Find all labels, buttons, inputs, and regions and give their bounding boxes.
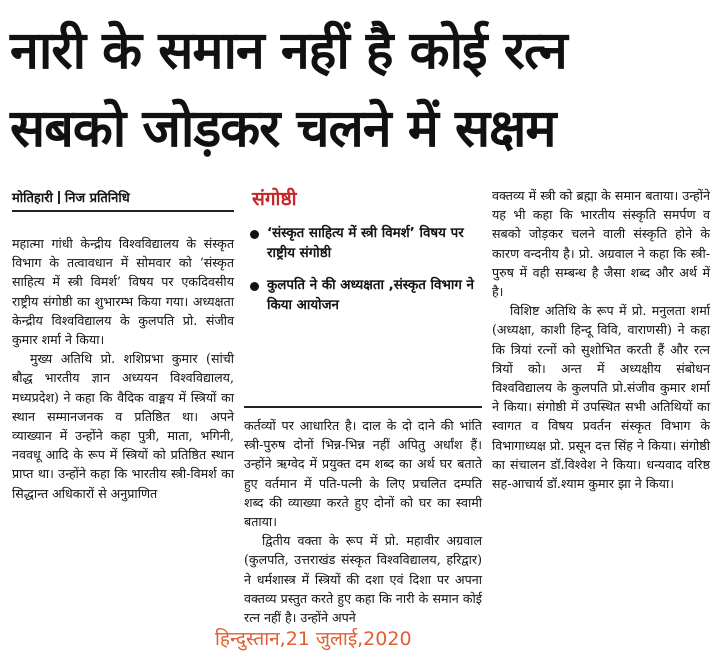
- paragraph: महात्मा गांधी केन्द्रीय विश्वविद्यालय के संस्कृत विभाग के तत्वावधान में सोमवार को ‘संस्कृत साहित्य में स्त्री विमर्श’ विषय पर एकदिवसीय राष्ट्रीय संगोष्ठी का शुभारम्भ किया गया। अध्यक्षता केन्द्रीय विश्वविद्यालय के कुलपति प्रो. संजीव कुमार शर्मा ने किया।: [12, 236, 234, 348]
- byline-source: निज प्रतिनिधि: [64, 191, 130, 206]
- highlight-item: [244, 276, 482, 316]
- article-column-1: [12, 234, 234, 503]
- paragraph: द्वितीय वक्ता के रूप में प्रो. महावीर अग्रवाल (कुलपति, उत्तराखंड संस्कृत विश्वविद्यालय, हरिद्वार) ने धर्मशास्त्र में स्त्रियों की दशा एवं दिशा पर अपना वक्तव्य प्रस्तुत करते हुए कहा कि नारी के समान कोई रत्न नहीं है। उन्होंने अपने: [244, 533, 482, 626]
- byline-separator: [58, 191, 60, 204]
- byline-place: मोतिहारी: [12, 191, 53, 206]
- box-label: संगोष्ठी: [252, 188, 297, 210]
- highlight-box: [244, 186, 482, 408]
- source-credit: हिन्दुस्तान,21 जुलाई,2020: [215, 628, 412, 650]
- highlight-text: ‘संस्कृत साहित्य में स्त्री विमर्श’ विषय पर राष्ट्रीय संगोष्ठी: [267, 226, 464, 261]
- highlight-item: [244, 224, 482, 264]
- article-column-2: [244, 416, 482, 627]
- headline-line-1: नारी के समान नहीं है कोई रत्न: [10, 21, 567, 81]
- paragraph: कर्तव्यों पर आधारित है। दाल के दो दाने की भांति स्त्री-पुरुष दोनों भिन्न-भिन्न नहीं अपितु अर्धांश हैं। उन्होंने ऋग्वेद में प्रयुक्त दम शब्द का अर्थ घर बताते हुए वर्तमान में पति-पत्नी के लिए प्रचलित दम्पति शब्द की व्याख्या करते हुए दोनों को घर का स्वामी बताया।: [244, 418, 482, 530]
- article-column-3: [492, 186, 710, 493]
- headline-line-2: सबको जोड़कर चलने में सक्षम: [10, 99, 556, 159]
- paragraph: मुख्य अतिथि प्रो. शशिप्रभा कुमार (सांची बौद्ध भारतीय ज्ञान अध्ययन विश्वविद्यालय, मध्यप्रदेश) ने कहा कि वैदिक वाङ्मय में स्त्रियों का स्थान सम्मानजनक व प्रतिष्ठित था। अपने व्याख्यान में उन्होंने कहा पुत्री, माता, भगिनी, नववधू आदि के रूप में स्त्रियों को प्रतिष्ठित स्थान प्राप्त था। उन्होंने कहा कि भारतीय स्त्री-विमर्श का सिद्धान्त अधिकारों से अनुप्राणित: [12, 351, 234, 501]
- bullet-icon: [250, 282, 259, 291]
- highlight-text: कुलपति ने की अध्यक्षता ,संस्कृत विभाग ने किया आयोजन: [267, 278, 474, 313]
- bullet-icon: [250, 230, 259, 239]
- paragraph: वक्तव्य में स्त्री को ब्रह्मा के समान बताया। उन्होंने यह भी कहा कि भारतीय संस्कृति समर्पण व सबको जोड़कर चलने वाली संस्कृति होने के कारण वन्दनीय है। प्रो. अग्रवाल ने कहा कि स्त्री-पुरुष में वही सम्बन्ध है जैसा शब्द और अर्थ में है।: [492, 188, 710, 300]
- byline: [12, 188, 234, 212]
- paragraph: विशिष्ट अतिथि के रूप में प्रो. मनुलता शर्मा (अध्यक्षा, काशी हिन्दू विवि, वाराणसी) ने कहा कि त्रियां रत्नों को सुशोभित करती हैं और रत्न त्रियों को। अन्त में अध्यक्षीय संबोधन विश्वविद्यालय के कुलपति प्रो.संजीव कुमार शर्मा ने किया। संगोष्ठी में उपस्थित सभी अतिथियों का स्वागत व विषय प्रवर्तन संस्कृत विभाग के विभागाध्यक्ष प्रो. प्रसून दत्त सिंह ने किया। संगोष्ठी का संचालन डॉ.विश्वेश ने किया। धन्यवाद वरिष्ठ सह-आचार्य डॉ.श्याम कुमार झा ने किया।: [492, 303, 710, 492]
